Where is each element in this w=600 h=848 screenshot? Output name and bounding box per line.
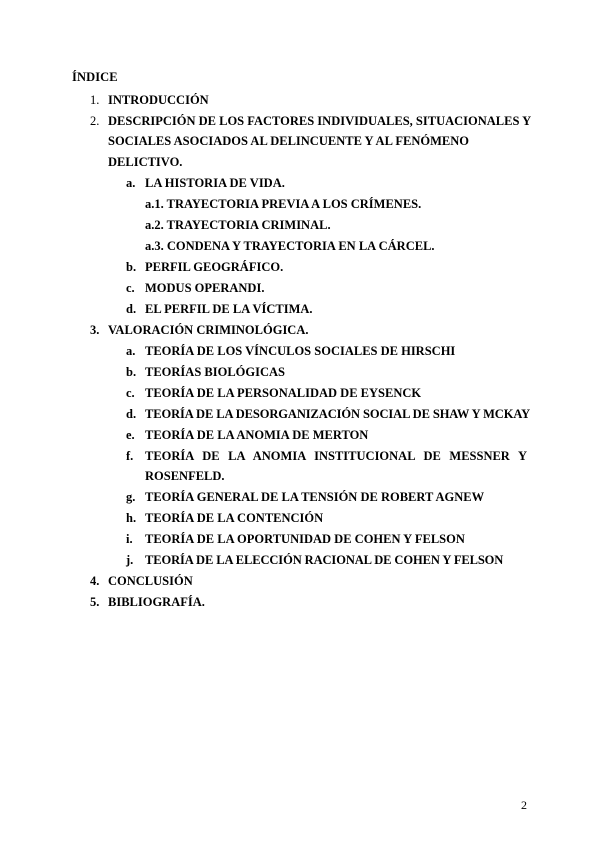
- toc-item-text: BIBLIOGRAFÍA.: [108, 595, 205, 609]
- toc-item-text-line-1: TEORÍA DE LA ANOMIA INSTITUCIONAL DE MESSNER Y: [145, 449, 527, 463]
- toc-item-text: TEORÍA DE LA OPORTUNIDAD DE COHEN Y FELSON: [145, 532, 465, 546]
- toc-item-number: 1.: [90, 93, 100, 107]
- toc-item-number: 3.: [90, 323, 100, 337]
- toc-item-text-line-2: ROSENFELD.: [145, 469, 225, 483]
- toc-item-letter: c.: [126, 281, 135, 295]
- toc-item-text: TEORÍA DE LOS VÍNCULOS SOCIALES DE HIRSCHI: [145, 344, 456, 358]
- toc-item-letter: h.: [126, 511, 137, 525]
- toc-item-text: TEORÍA GENERAL DE LA TENSIÓN DE ROBERT AGNEW: [145, 490, 485, 504]
- toc-item-text: TEORÍAS BIOLÓGICAS: [145, 365, 285, 379]
- toc-subitem-text: a.2. TRAYECTORIA CRIMINAL.: [145, 218, 331, 232]
- toc-item-letter: j.: [126, 553, 134, 567]
- toc-item-text: CONCLUSIÓN: [108, 574, 193, 588]
- toc-subitem-text: a.1. TRAYECTORIA PREVIA A LOS CRÍMENES.: [145, 197, 422, 211]
- toc-item-text: MODUS OPERANDI.: [145, 281, 265, 295]
- toc-heading: ÍNDICE: [72, 70, 118, 84]
- toc-item-letter: a.: [126, 344, 136, 358]
- toc-item-letter: a.: [126, 176, 136, 190]
- toc-item-text: TEORÍA DE LA ELECCIÓN RACIONAL DE COHEN Y FELSON: [145, 553, 504, 567]
- toc-item-text: TEORÍA DE LA PERSONALIDAD DE EYSENCK: [145, 386, 422, 400]
- toc-item-letter: g.: [126, 490, 136, 504]
- toc-item-text: INTRODUCCIÓN: [108, 93, 209, 107]
- toc-item-number: 2.: [90, 114, 100, 128]
- toc-item-letter: e.: [126, 428, 135, 442]
- toc-item-letter: f.: [126, 449, 134, 463]
- toc-item-text-line-3: DELICTIVO.: [108, 155, 183, 169]
- toc-item-text-line-1: DESCRIPCIÓN DE LOS FACTORES INDIVIDUALES, SITUACIONALES Y: [108, 114, 532, 128]
- toc-item-text: PERFIL GEOGRÁFICO.: [145, 260, 284, 274]
- toc-item-letter: d.: [126, 302, 137, 316]
- toc-item-letter: b.: [126, 260, 137, 274]
- toc-item-letter: c.: [126, 386, 135, 400]
- toc-item-text-line-2: SOCIALES ASOCIADOS AL DELINCUENTE Y AL FENÓMENO: [108, 134, 469, 148]
- toc-item-text: TEORÍA DE LA CONTENCIÓN: [145, 511, 324, 525]
- toc-item-text: EL PERFIL DE LA VÍCTIMA.: [145, 302, 313, 316]
- page-number: 2: [521, 798, 527, 812]
- toc-subitem-text: a.3. CONDENA Y TRAYECTORIA EN LA CÁRCEL.: [145, 239, 435, 253]
- toc-item-number: 4.: [90, 574, 100, 588]
- toc-item-letter: d.: [126, 407, 137, 421]
- toc-item-text: LA HISTORIA DE VIDA.: [145, 176, 285, 190]
- toc-item-number: 5.: [90, 595, 100, 609]
- toc-item-text: VALORACIÓN CRIMINOLÓGICA.: [108, 323, 309, 337]
- toc-item-text: TEORÍA DE LA DESORGANIZACIÓN SOCIAL DE SHAW Y MCKAY: [145, 407, 531, 421]
- toc-item-letter: b.: [126, 365, 137, 379]
- toc-item-letter: i.: [126, 532, 133, 546]
- toc-item-text: TEORÍA DE LA ANOMIA DE MERTON: [145, 428, 369, 442]
